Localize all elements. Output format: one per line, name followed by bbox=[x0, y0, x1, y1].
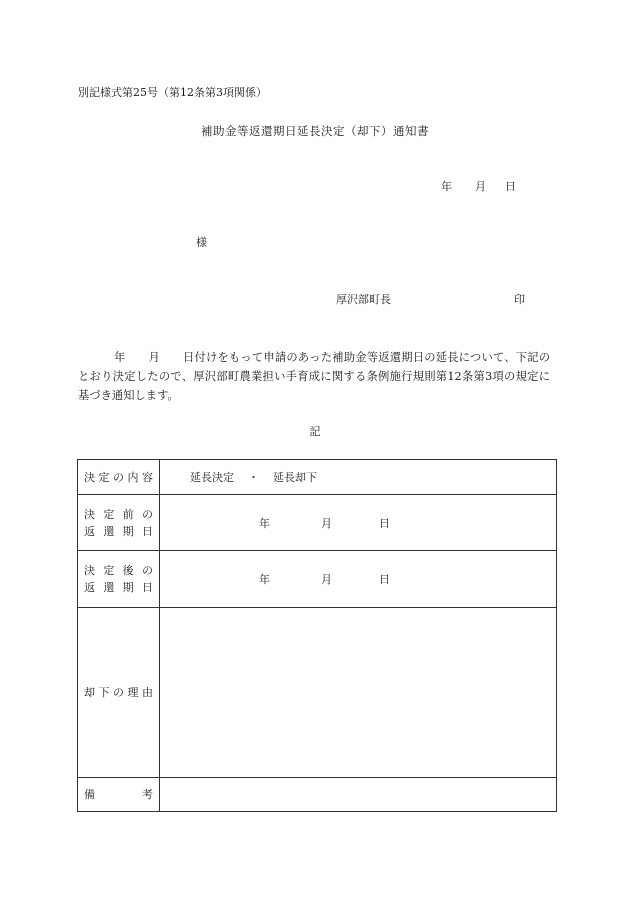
row-decision-content bbox=[78, 460, 557, 495]
label-char: 理 bbox=[127, 686, 139, 699]
label-char: 決 bbox=[84, 470, 95, 484]
date-line bbox=[441, 180, 516, 194]
label-char: 返 bbox=[84, 524, 95, 538]
month-label: 月 bbox=[321, 573, 332, 586]
value-due-after[interactable] bbox=[160, 551, 557, 608]
label-char: 定 bbox=[103, 507, 115, 521]
row-due-before bbox=[78, 495, 557, 551]
label-char: の bbox=[141, 507, 153, 521]
label-char: 期 bbox=[122, 524, 134, 538]
row-due-after bbox=[78, 551, 557, 608]
value-remarks[interactable] bbox=[160, 778, 557, 812]
date-month-label: 月 bbox=[475, 180, 486, 193]
year-label: 年 bbox=[259, 516, 270, 530]
day-label: 日 bbox=[379, 573, 390, 586]
label-char: 後 bbox=[122, 564, 134, 577]
date-day-label: 日 bbox=[505, 180, 516, 193]
value-decision-content[interactable] bbox=[160, 460, 557, 495]
decision-table bbox=[77, 459, 557, 812]
value-rejection-reason[interactable] bbox=[160, 608, 557, 778]
label-char: の bbox=[113, 470, 124, 484]
row-rejection-reason bbox=[78, 608, 557, 778]
date-year-label: 年 bbox=[441, 180, 452, 193]
ki-heading: 記 bbox=[309, 425, 321, 438]
label-due-before bbox=[78, 495, 160, 551]
label-char: 決 bbox=[84, 564, 95, 577]
seal-mark: 印 bbox=[514, 293, 525, 306]
label-char: 由 bbox=[142, 686, 153, 699]
label-char: 日 bbox=[141, 581, 153, 594]
label-char: 返 bbox=[84, 581, 95, 594]
row-remarks bbox=[78, 778, 557, 812]
label-char: 還 bbox=[103, 581, 115, 594]
year-label: 年 bbox=[259, 573, 270, 586]
form-number: 別記様式第25号（第12条第3項関係） bbox=[78, 86, 267, 99]
label-char: 日 bbox=[141, 524, 153, 538]
body-paragraph: 年 月 日付けをもって申請のあった補助金等返還期日の延長について、下記のとおり決定したので、厚沢部町農業担い手育成に関する条例施行規則第12条第3項の規定に基づき通知します。 bbox=[78, 351, 550, 402]
label-char: 内 bbox=[127, 470, 139, 484]
label-remarks bbox=[78, 778, 160, 812]
label-char: 還 bbox=[103, 524, 115, 538]
label-char: 考 bbox=[142, 788, 153, 801]
issuer-name: 厚沢部町長 bbox=[336, 293, 391, 306]
label-rejection-reason bbox=[78, 608, 160, 778]
label-char: 定 bbox=[98, 470, 110, 484]
option-separator: ・ bbox=[248, 471, 259, 484]
document-title: 補助金等返還期日延長決定（却下）通知書 bbox=[201, 124, 429, 138]
label-char: 容 bbox=[142, 470, 153, 484]
label-char: の bbox=[141, 564, 153, 577]
month-label: 月 bbox=[321, 516, 332, 530]
recipient-honorific: 様 bbox=[196, 236, 207, 249]
label-char: 前 bbox=[122, 507, 134, 521]
label-char: 備 bbox=[84, 788, 95, 801]
label-char: 下 bbox=[98, 686, 110, 699]
day-label: 日 bbox=[379, 516, 390, 530]
option-extension-rejected[interactable]: 延長却下 bbox=[273, 471, 317, 484]
label-char: 定 bbox=[103, 564, 115, 577]
label-char: 決 bbox=[84, 507, 95, 521]
label-char: の bbox=[113, 686, 124, 699]
label-due-after bbox=[78, 551, 160, 608]
label-decision-content bbox=[78, 460, 160, 495]
label-char: 期 bbox=[122, 581, 134, 594]
label-char: 却 bbox=[84, 686, 95, 699]
option-extension-approved[interactable]: 延長決定 bbox=[190, 471, 234, 484]
value-due-before[interactable] bbox=[160, 495, 557, 551]
